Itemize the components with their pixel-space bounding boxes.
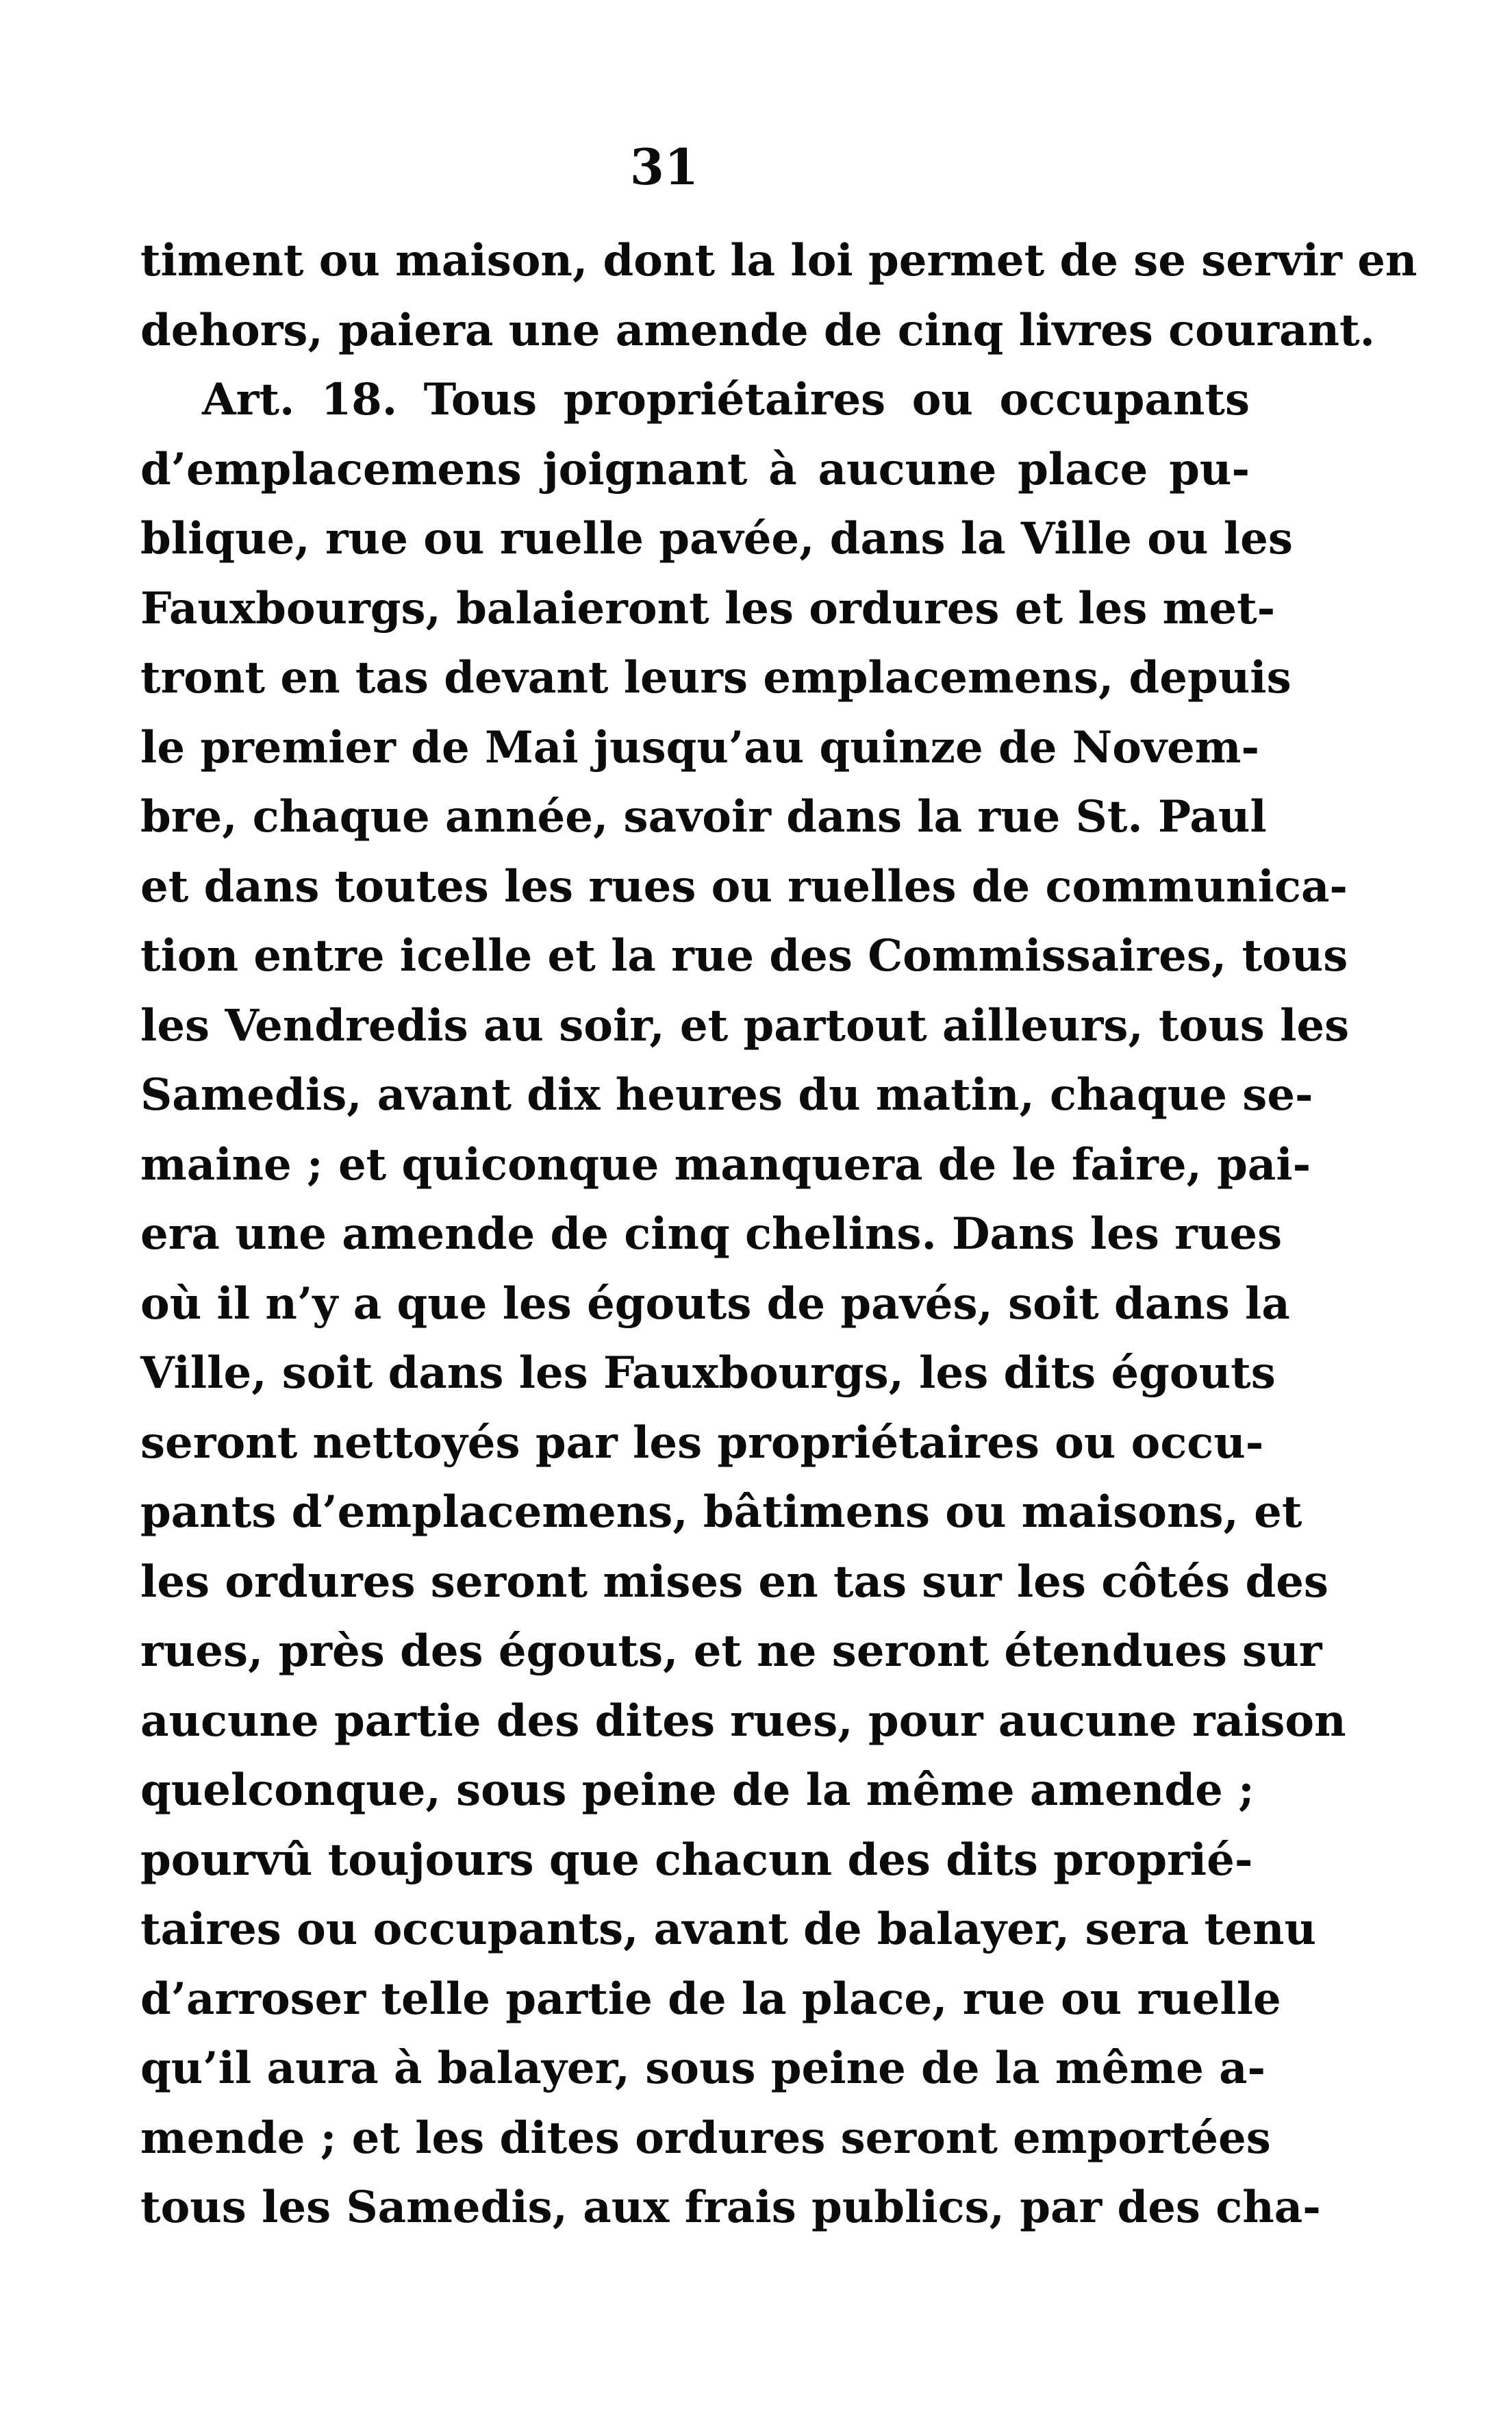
text-line: seront nettoyés par les propriétaires ou occu- [140, 1417, 1264, 1469]
text-line: pourvû toujours que chacun des dits proprié- [140, 1834, 1253, 1886]
text-line: Fauxbourgs, balaieront les ordures et les met- [140, 582, 1276, 634]
text-line: pants d’emplacemens, bâtimens ou maisons, et [140, 1486, 1302, 1538]
text-line: bre, chaque année, savoir dans la rue St. Paul [140, 791, 1267, 843]
text-line: les Vendredis au soir, et partout ailleurs, tous les [140, 999, 1350, 1051]
text-line: taires ou occupants, avant de balayer, sera tenu [140, 1904, 1316, 1955]
text-line: era une amende de cinq chelins. Dans les rues [140, 1208, 1283, 1260]
text-line: mende ; et les dites ordures seront emportées [140, 2112, 1271, 2164]
text-line: d’arroser telle partie de la place, rue ou ruelle [140, 1973, 1281, 2025]
text-line: dehors, paiera une amende de cinq livres courant. [140, 304, 1375, 356]
text-line: Ville, soit dans les Fauxbourgs, les dits égouts [140, 1347, 1276, 1399]
text-line: d’emplacemens joignant à aucune place pu- [140, 443, 1250, 495]
body-text [140, 226, 1418, 2243]
text-line: tous les Samedis, aux frais publics, par des cha- [140, 2182, 1321, 2233]
text-line: rues, près des égouts, et ne seront étendues sur [140, 1625, 1322, 1677]
text-line: et dans toutes les rues ou ruelles de communica- [140, 860, 1348, 912]
page-number: 31 [629, 138, 699, 196]
text-line: quelconque, sous peine de la même amende ; [140, 1765, 1255, 1816]
text-line: timent ou maison, dont la loi permet de se servir en [140, 235, 1418, 286]
text-line: les ordures seront mises en tas sur les côtés des [140, 1556, 1328, 1608]
text-line: blique, rue ou ruelle pavée, dans la Ville ou les [140, 513, 1293, 564]
text-line: où il n’y a que les égouts de pavés, soit dans la [140, 1277, 1290, 1330]
text-line: tront en tas devant leurs emplacemens, depuis [140, 652, 1292, 703]
text-line: aucune partie des dites rues, pour aucune raison [140, 1695, 1346, 1747]
text-line: tion entre icelle et la rue des Commissaires, tous [140, 930, 1348, 982]
text-line-article-start: Art. 18. Tous propriétaires ou occupants [202, 374, 1250, 425]
text-line: Samedis, avant dix heures du matin, chaque se- [140, 1069, 1313, 1121]
text-line: maine ; et quiconque manquera de le faire, pai- [140, 1138, 1311, 1190]
text-line: qu’il aura à balayer, sous peine de la même a- [140, 2043, 1266, 2094]
text-line: le premier de Mai jusqu’au quinze de Novem- [140, 721, 1260, 773]
